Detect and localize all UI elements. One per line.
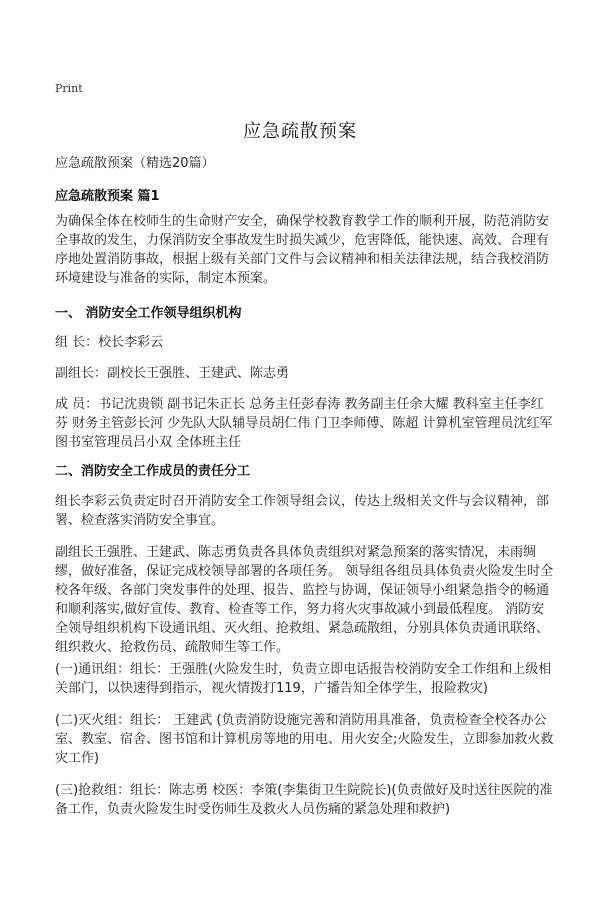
intro-paragraph: 为确保全体在校师生的生命财产安全，确保学校教育教学工作的顺利开展，防范消防安全事故的发生，力保消防安全事故发生时损失减少，危害降低，能快速、高效、合理有序地处置消防事故，根据上级有关部门文件与会议精神和相关法律法规，结合我校消防环境建设与准备的实际，制定本预案。 [55, 214, 550, 286]
members-paragraph: 成 员：书记沈贵锁 副书记朱正长 总务主任彭春涛 教务副主任余大耀 教科室主任李红芬 财务主管彭长河 少先队大队辅导员胡仁伟 门卫李师傅、陈超 计算机室管理员沈红军 图书室管理员吕小双 全体班主任 [55, 397, 553, 450]
duty-paragraph-2: 副组长王强胜、王建武、陈志勇负责各具体负责组织对紧急预案的落实情况，未雨绸缪，做好准备，保证完成校领导部署的各项任务。 领导组各组员具体负责火险发生时全校各年级、各部门突发事件的处理、报告、监控与协调，保证领导小组紧急指令的畅通和顺利落实,做好宣传、教育、检查等工作，努力将火灾事故减小到最低程度。 消防安全领导组织机构下设通讯组、灭火组、抢救组、紧急疏散组，分别具体负责通讯联络、组织救火、抢救伤员、疏散师生等工作。 [55, 545, 554, 655]
document-title: 应急疏散预案 [243, 121, 357, 142]
duty-paragraph-4: (二)灭火组：组长： 王建武 (负责消防设施完善和消防用具准备，负责检查全校各办公室、教室、宿舍、图书馆和计算机房等地的用电、用火安全;火险发生，立即参加救火救灾工作) [55, 713, 554, 766]
duty-paragraph-1: 组长李彩云负责定时召开消防安全工作领导组会议，传达上级相关文件与会议精神，部署、检查落实消防安全事宜。 [55, 494, 550, 528]
duty-paragraph-5: (三)抢救组：组长：陈志勇 校医：李策(李集街卫生院院长)(负责做好及时送往医院的准备工作，负责火险发生时受伤师生及救火人员伤痛的紧急处理和救护) [55, 783, 553, 817]
part1-heading: 一、 消防安全工作领导组织机构 [55, 306, 242, 321]
duty-paragraph-3: (一)通讯组：组长：王强胜(火险发生时，负责立即电话报告校消防安全工作组和上级相关部门，以快速得到指示，视火情拨打119，广播告知全体学生，报险救灾) [55, 662, 552, 696]
leader-line: 组 长：校长李彩云 [55, 335, 164, 350]
section-heading-1: 应急疏散预案 篇1 [55, 189, 160, 204]
deputy-line: 副组长：副校长王强胜、王建武、陈志勇 [55, 366, 290, 381]
print-label[interactable]: Print [55, 82, 83, 95]
document-subtitle: 应急疏散预案（精选20篇） [55, 156, 215, 171]
part2-heading: 二、消防安全工作成员的责任分工 [55, 464, 251, 479]
